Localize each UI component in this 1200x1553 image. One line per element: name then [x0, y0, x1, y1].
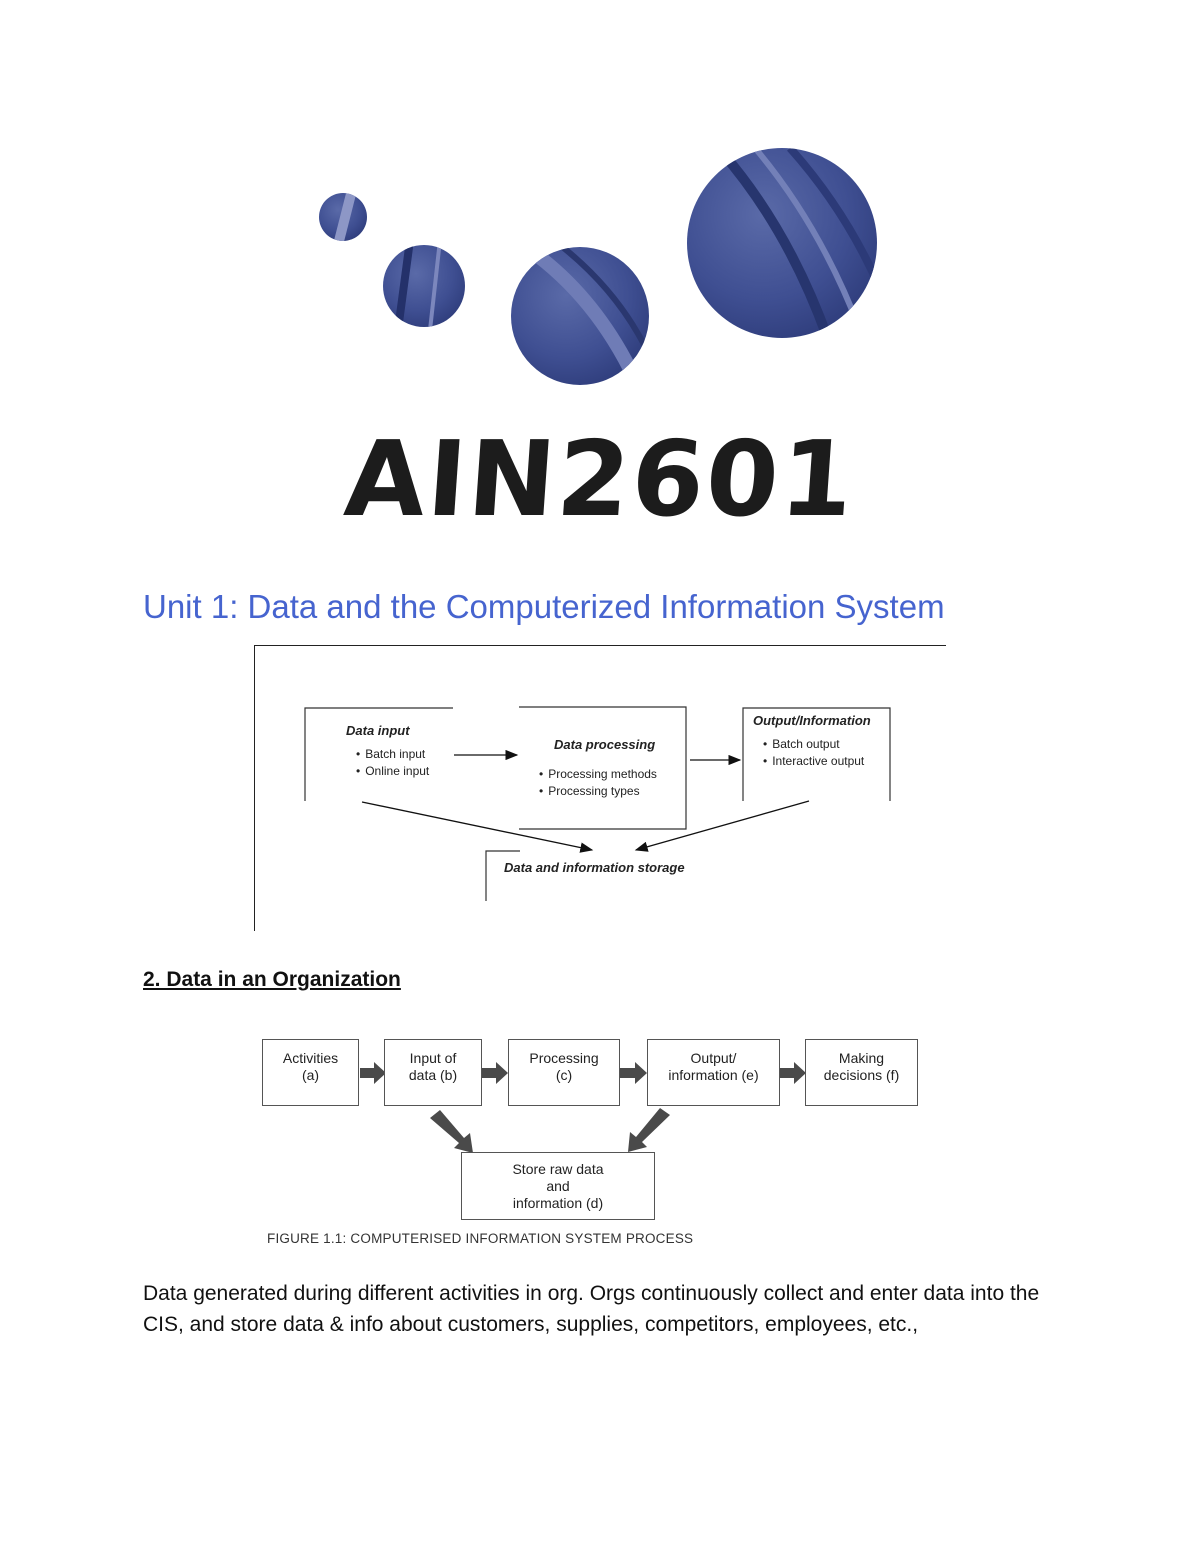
list-item: • Interactive output — [763, 753, 871, 770]
data-input-list — [346, 746, 429, 780]
list-item: • Batch output — [763, 736, 871, 753]
data-processing-title: Data processing — [554, 737, 656, 752]
arrow-output-to-storage — [636, 801, 809, 850]
cis-overview-diagram — [254, 645, 948, 931]
store-line-1: Store raw data — [512, 1161, 604, 1177]
activities-box — [262, 1039, 359, 1106]
processing-line-1: Processing — [529, 1050, 599, 1066]
arrow-c-to-e — [620, 1062, 647, 1084]
section-heading: 2. Data in an Organization — [143, 968, 401, 991]
list-item: • Online input — [356, 763, 429, 780]
cis-process-diagram — [260, 1035, 925, 1225]
activities-line-2: (a) — [301, 1067, 320, 1083]
decisions-line-2: decisions (f) — [823, 1067, 900, 1083]
storage-box-outline — [486, 851, 520, 901]
list-item: • Batch input — [356, 746, 429, 763]
store-data-box — [461, 1152, 655, 1220]
storage-box — [504, 860, 685, 875]
body-paragraph: Data generated during different activities in org. Orgs continuously collect and enter data into the CIS, and store data & info about customers, supplies, competitors, employees, etc., — [143, 1282, 1040, 1336]
unit-title: Unit 1: Data and the Computerized Information System — [143, 588, 945, 625]
store-line-2: and — [546, 1178, 570, 1194]
making-decisions-box — [805, 1039, 918, 1106]
output-information-box — [647, 1039, 780, 1106]
output-line-1: Output/ — [690, 1050, 737, 1066]
data-processing-title-wrap — [554, 737, 655, 752]
figure-caption: FIGURE 1.1: COMPUTERISED INFORMATION SYSTEM PROCESS — [267, 1231, 694, 1246]
list-item: • Processing methods — [539, 766, 657, 783]
circle-large — [511, 245, 660, 390]
data-input-title: Data input — [346, 723, 410, 738]
arrow-input-to-storage — [362, 802, 592, 850]
circle-xlarge — [687, 148, 885, 345]
output-information-title: Output/Information — [753, 713, 871, 728]
circle-small — [319, 190, 367, 245]
circle-medium — [383, 240, 465, 330]
list-item: • Processing types — [539, 783, 657, 800]
input-line-2: data (b) — [408, 1067, 458, 1083]
arrow-b-to-store — [430, 1110, 473, 1153]
input-line-1: Input of — [409, 1050, 457, 1066]
storage-title: Data and information storage — [504, 860, 685, 875]
output-information-box — [753, 713, 871, 770]
arrow-b-to-c — [482, 1062, 508, 1084]
output-line-2: information (e) — [668, 1067, 759, 1083]
arrow-e-to-store — [628, 1108, 670, 1152]
input-of-data-box — [384, 1039, 482, 1106]
data-input-box — [346, 723, 429, 780]
processing-box — [508, 1039, 620, 1106]
store-line-3: information (d) — [512, 1195, 604, 1211]
data-processing-list — [529, 766, 657, 800]
arrow-e-to-f — [780, 1062, 806, 1084]
arrow-a-to-b — [360, 1062, 386, 1084]
activities-line-1: Activities — [282, 1050, 339, 1066]
processing-line-2: (c) — [555, 1067, 573, 1083]
course-code-title: AIN2601 — [340, 418, 860, 540]
decorative-circles — [0, 0, 1200, 400]
data-processing-box — [529, 758, 657, 800]
decisions-line-1: Making — [838, 1050, 885, 1066]
output-information-list — [753, 736, 871, 770]
